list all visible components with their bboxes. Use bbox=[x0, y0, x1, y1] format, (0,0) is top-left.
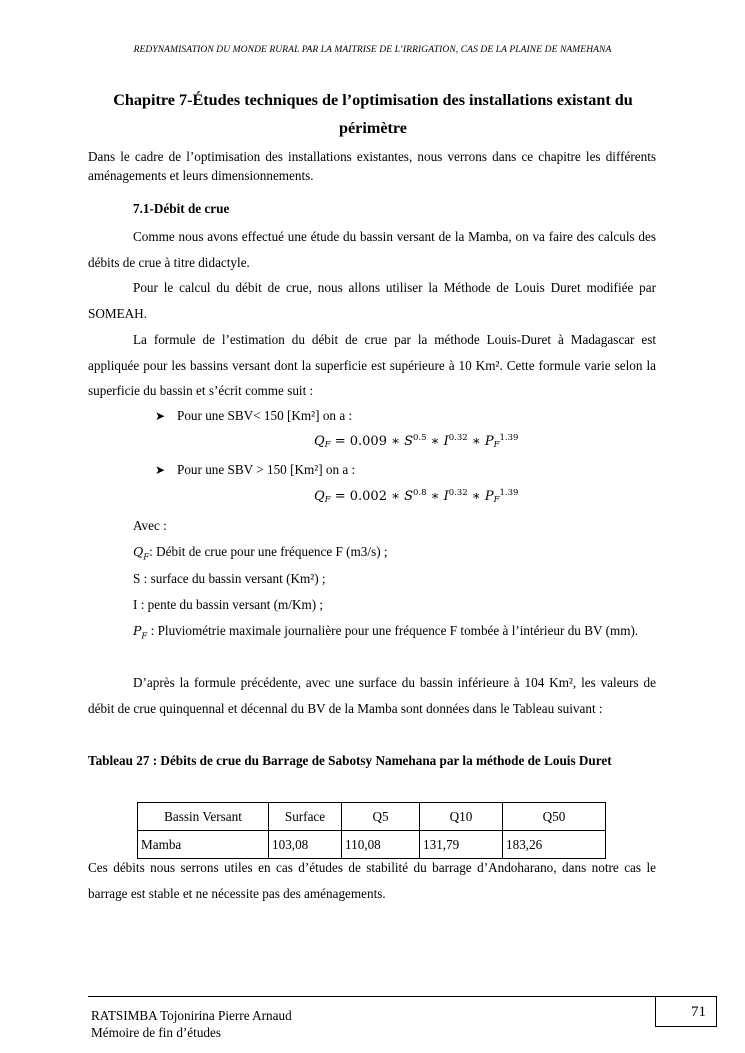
formula-large-basin: $Q_F = 0.002$ ∗ $S^{0.8}$ ∗ $I^{0.32}$ ∗ $P_F^{1.39}$ bbox=[314, 488, 519, 505]
paragraph-1: Comme nous avons effectué une étude du bassin versant de la Mamba, on va faire des calculs des débits de crue à titre didactyle. bbox=[88, 229, 656, 270]
running-header: REDYNAMISATION DU MONDE RURAL PAR LA MAITRISE DE L’IRRIGATION, CAS DE LA PLAINE DE NAMEHANA bbox=[133, 45, 612, 55]
table-header-cell: Q10 bbox=[420, 803, 503, 831]
formula-coefficient: 0.002 bbox=[349, 489, 387, 504]
footer-divider bbox=[88, 996, 655, 997]
s-exponent: 0.5 bbox=[412, 433, 427, 443]
definition-s: S : surface du bassin versant (Km²) ; bbox=[133, 571, 326, 586]
table-header-row bbox=[138, 803, 606, 831]
definition-avec: Avec : bbox=[133, 518, 167, 533]
i-exponent: 0.32 bbox=[448, 433, 468, 443]
arrow-bullet-icon: ➤ bbox=[155, 463, 166, 477]
definition-qf: $Q_F$: Débit de crue pour une fréquence F (m3/s) ; bbox=[133, 544, 388, 563]
bullet-text: Pour une SBV > 150 [Km²] on a : bbox=[177, 462, 356, 477]
table-header-cell: Q5 bbox=[342, 803, 420, 831]
chapter-title-line2: périmètre bbox=[338, 119, 407, 137]
s-exponent: 0.8 bbox=[412, 488, 427, 498]
table-header-cell: Bassin Versant bbox=[138, 803, 269, 831]
section-heading: 7.1-Débit de crue bbox=[133, 201, 230, 216]
bullet-text: Pour une SBV< 150 [Km²] on a : bbox=[177, 408, 353, 423]
footer-author: RATSIMBA Tojonirina Pierre Arnaud bbox=[91, 1008, 292, 1023]
intro-paragraph: Dans le cadre de l’optimisation des installations existantes, nous verrons dans ce chapitre les différents aménagements et leurs dimensionnements. bbox=[88, 149, 656, 183]
definition-text: : Pluviométrie maximale journalière pour une fréquence F tombée à l’intérieur du BV (mm). bbox=[150, 623, 639, 638]
page-number: 71 bbox=[655, 996, 717, 1027]
formula-small-basin: $Q_F = 0.009$ ∗ $S^{0.5}$ ∗ $I^{0.32}$ ∗ $P_F^{1.39}$ bbox=[314, 433, 519, 450]
definition-pf: $P_F$ : Pluviométrie maximale journalière pour une fréquence F tombée à l’intérieur du BV (mm). bbox=[133, 623, 639, 642]
i-exponent: 0.32 bbox=[448, 488, 468, 498]
paragraph-2: Pour le calcul du débit de crue, nous allons utiliser la Méthode de Louis Duret modifiée par SOMEAH. bbox=[88, 280, 656, 321]
table-header-cell: Q50 bbox=[503, 803, 606, 831]
arrow-bullet-icon: ➤ bbox=[155, 409, 166, 423]
chapter-title bbox=[88, 86, 658, 142]
definition-i: I : pente du bassin versant (m/Km) ; bbox=[133, 597, 324, 612]
chapter-title-line1: Chapitre 7-Études techniques de l’optimisation des installations existant du bbox=[113, 91, 633, 109]
p-exponent: 1.39 bbox=[499, 488, 519, 498]
paragraph-after-formula: D’après la formule précédente, avec une surface du bassin inférieure à 104 Km², les valeurs de débit de crue quinquennal et décennal du BV de la Mamba sont données dans le Tableau suivant : bbox=[88, 675, 656, 716]
formula-coefficient: 0.009 bbox=[349, 434, 387, 449]
bullet-small-basin bbox=[155, 408, 352, 424]
p-exponent: 1.39 bbox=[499, 433, 519, 443]
paragraph-3: La formule de l’estimation du débit de crue par la méthode Louis-Duret à Madagascar est appliquée pour les bassins versant dont la superficie est supérieure à 10 Km². Cette formule varie selon la superficie du bassin et s’écrit comme suit : bbox=[88, 332, 656, 398]
flood-discharge-table bbox=[137, 802, 606, 859]
table-cell: 110,08 bbox=[342, 831, 420, 859]
closing-paragraph: Ces débits nous serrons utiles en cas d’études de stabilité du barrage d’Andoharano, dans notre cas le barrage est stable et ne nécessite pas des aménagements. bbox=[88, 860, 656, 901]
table-header-cell: Surface bbox=[269, 803, 342, 831]
table-caption: Tableau 27 : Débits de crue du Barrage de Sabotsy Namehana par la méthode de Louis Duret bbox=[88, 753, 612, 768]
table-cell: 183,26 bbox=[503, 831, 606, 859]
definition-text: : Débit de crue pour une fréquence F (m3/s) ; bbox=[149, 544, 388, 559]
table-cell: 131,79 bbox=[420, 831, 503, 859]
footer-subtitle: Mémoire de fin d’études bbox=[91, 1025, 222, 1040]
table-cell: Mamba bbox=[138, 831, 269, 859]
bullet-large-basin bbox=[155, 462, 355, 478]
table-cell: 103,08 bbox=[269, 831, 342, 859]
